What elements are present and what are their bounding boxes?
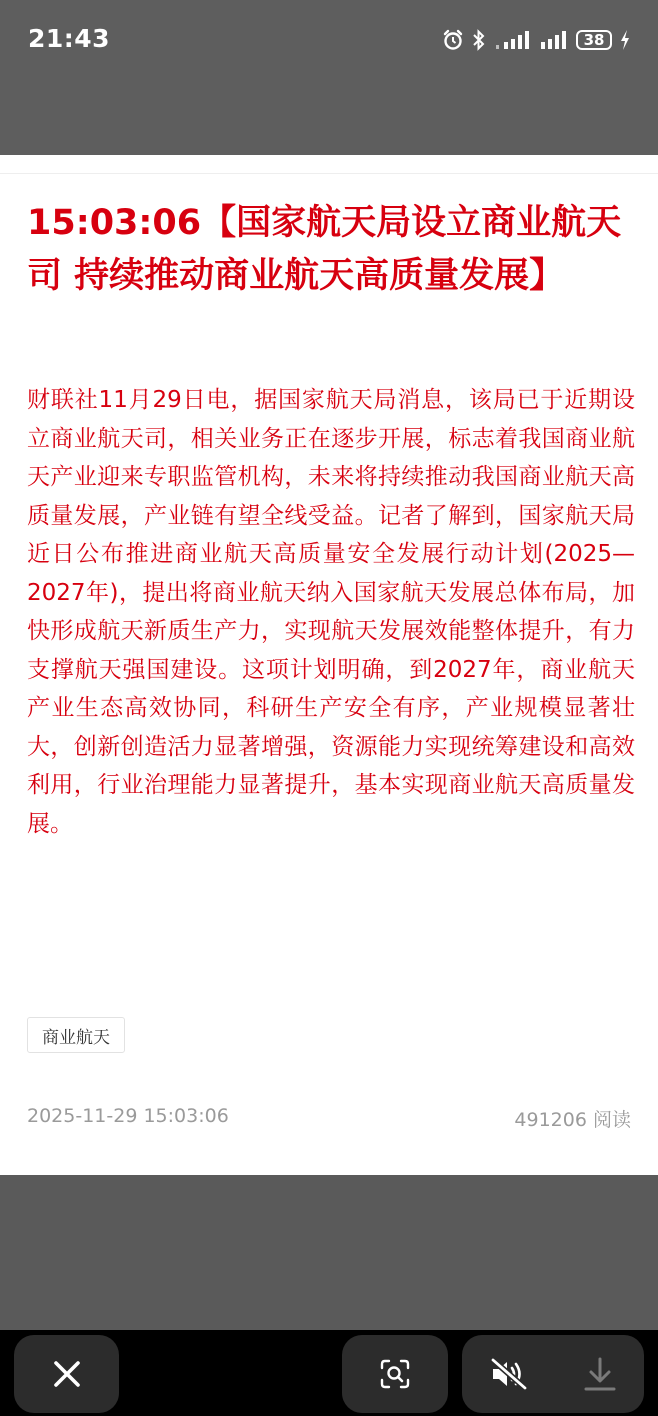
read-count: 491206 阅读 <box>514 1109 631 1131</box>
status-area <box>0 0 658 155</box>
charging-icon <box>620 30 630 50</box>
viewer-background <box>0 1175 658 1330</box>
clock: 21:43 <box>28 24 111 53</box>
publish-timestamp: 2025-11-29 15:03:06 <box>27 1105 229 1127</box>
topic-tag[interactable]: 商业航天 <box>27 1017 125 1053</box>
lens-search-icon <box>379 1358 411 1390</box>
bluetooth-icon <box>472 29 486 51</box>
signal-icon <box>494 30 532 50</box>
mute-icon[interactable] <box>489 1356 529 1392</box>
lens-search-button[interactable] <box>342 1335 448 1413</box>
alarm-icon <box>442 29 464 51</box>
divider <box>0 173 658 174</box>
battery-icon: 38 <box>576 30 612 50</box>
download-icon[interactable] <box>583 1356 617 1392</box>
status-bar <box>0 0 658 80</box>
article-headline: 15:03:06【国家航天局设立商业航天司 持续推动商业航天高质量发展】 <box>27 203 622 296</box>
article-card <box>0 155 658 1175</box>
close-icon <box>52 1359 82 1389</box>
bottom-toolbar <box>0 1330 658 1416</box>
status-icons <box>442 26 630 54</box>
signal-icon <box>540 30 568 50</box>
media-controls <box>462 1335 644 1413</box>
close-button[interactable] <box>14 1335 119 1413</box>
article-body: 财联社11月29日电，据国家航天局消息，该局已于近期设立商业航天司，相关业务正在逐步开展，标志着我国商业航天产业迎来专职监管机构，未来将持续推动我国商业航天高质量发展，产业链有望全线受益。记者了解到，国家航天局近日公布推进商业航天高质量安全发展行动计划(2025—2027年)，提出将商业航天纳入国家航天发展总体布局，加快形成航天新质生产力，实现航天发展效能整体提升，有力支撑航天强国建设。这项计划明确，到2027年，商业航天产业生态高效协同，科研生产安全有序，产业规模显著壮大，创新创造活力显著增强，资源能力实现统筹建设和高效利用，行业治理能力显著提升，基本实现商业航天高质量发展。 <box>27 387 635 837</box>
